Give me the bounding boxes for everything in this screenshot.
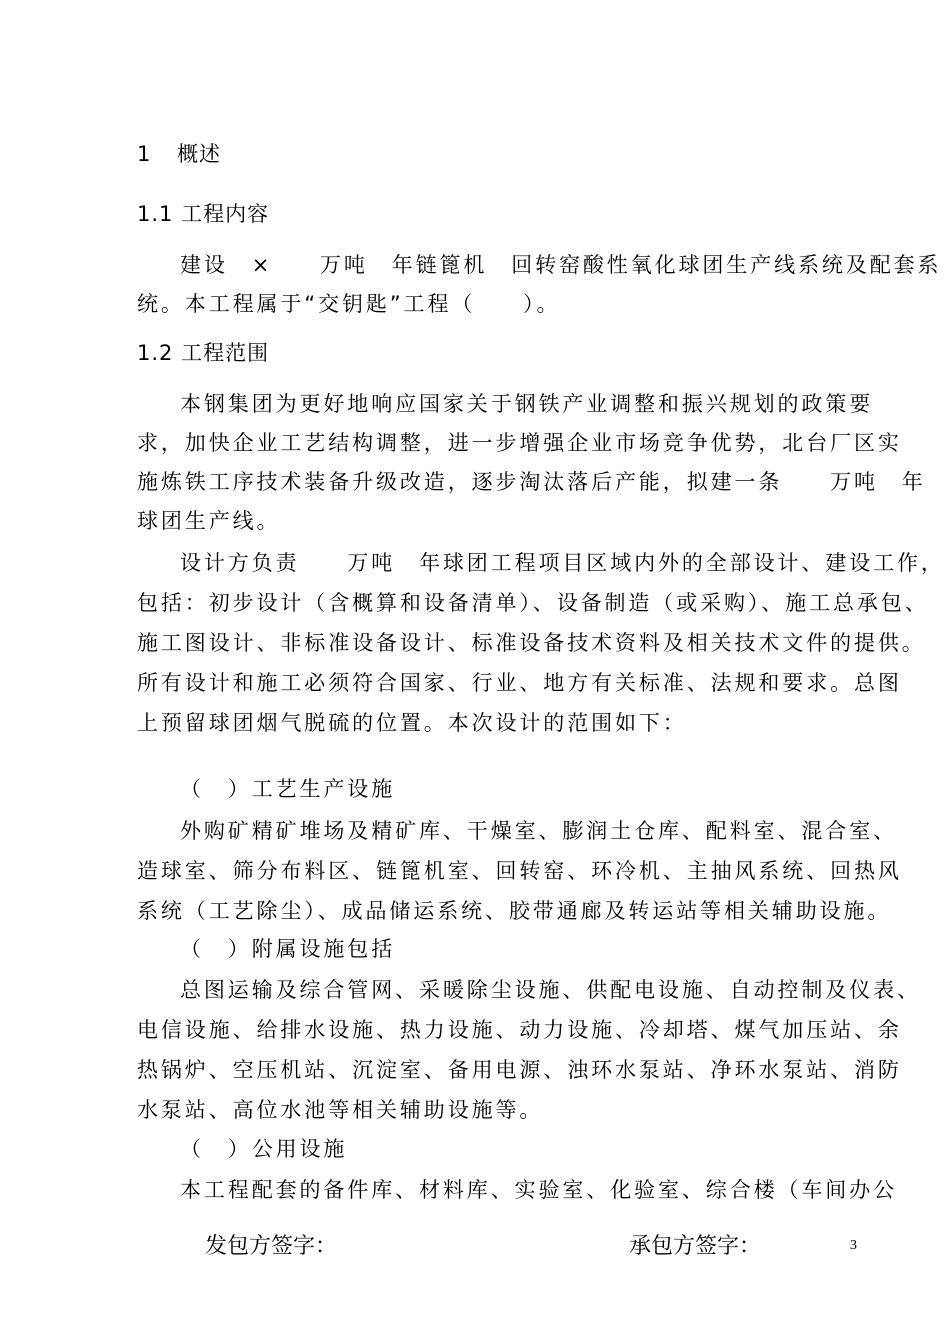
- paragraph-line: 本钢集团为更好地响应国家关于钢铁产业调整和振兴规划的政策要: [180, 392, 874, 416]
- paragraph-line: 本工程配套的备件库、材料库、实验室、化验室、综合楼（车间办公: [180, 1178, 897, 1202]
- paragraph-line: 包括：初步设计（含概算和设备清单）、设备制造（或采购）、施工总承包、: [137, 591, 929, 615]
- chapter-heading: [137, 139, 859, 169]
- paragraph-line: 设计方负责 万吨 年球团工程项目区域内外的全部设计、建设工作，: [180, 551, 945, 575]
- chapter-number: 1: [137, 142, 152, 166]
- item-2-title: （ ）附属设施包括: [180, 937, 396, 961]
- paragraph-line: 造球室、筛分布料区、链篦机室、回转窑、环冷机、主抽风系统、回热风: [137, 859, 902, 883]
- paragraph-line: 水泵站、高位水池等相关辅助设施等。: [137, 1098, 544, 1122]
- employer-signature-label: 发包方签字：: [205, 1234, 338, 1259]
- contractor-signature-label: 承包方签字：: [629, 1234, 762, 1259]
- section-1-1-title: 1.1 工程内容: [137, 202, 270, 226]
- chapter-title: 概述: [177, 142, 222, 166]
- item-1-title: （ ）工艺生产设施: [180, 777, 396, 801]
- paragraph-line: 所有设计和施工必须符合国家、行业、地方有关标准、法规和要求。总图: [137, 671, 902, 695]
- paragraph-line: 总图运输及综合管网、采暖除尘设施、供配电设施、自动控制及仪表、: [180, 978, 921, 1002]
- paragraph-line: 系统（工艺除尘）、成品储运系统、胶带通廊及转运站等相关辅助设施。: [137, 899, 892, 923]
- paragraph-line: 统。本工程属于“交钥匙”工程（ ）。: [137, 292, 561, 316]
- page-number: 3: [850, 1238, 857, 1253]
- paragraph-line: 建设 × 万吨 年链篦机 回转窑酸性氧化球团生产线系统及配套系: [180, 253, 942, 277]
- section-1-2-title: 1.2 工程范围: [137, 341, 270, 365]
- paragraph-line: 施工图设计、非标准设备设计、标准设备技术资料及相关技术文件的提供。: [137, 631, 926, 655]
- paragraph-line: 热锅炉、空压机站、沉淀室、备用电源、浊环水泵站、净环水泵站、消防: [137, 1058, 902, 1082]
- paragraph-line: 施炼铁工序技术装备升级改造，逐步淘汰落后产能，拟建一条 万吨 年: [137, 470, 926, 494]
- paragraph-line: 电信设施、给排水设施、热力设施、动力设施、冷却塔、煤气加压站、余: [137, 1018, 902, 1042]
- paragraph-line: 上预留球团烟气脱硫的位置。本次设计的范围如下：: [137, 711, 687, 735]
- paragraph-line: 球团生产线。: [137, 509, 281, 533]
- paragraph-line: 求，加快企业工艺结构调整，进一步增强企业市场竞争优势，北台厂区实: [137, 431, 902, 455]
- item-3-title: （ ）公用设施: [180, 1137, 348, 1161]
- paragraph-line: 外购矿精矿堆场及精矿库、干燥室、膨润土仓库、配料室、混合室、: [180, 819, 897, 843]
